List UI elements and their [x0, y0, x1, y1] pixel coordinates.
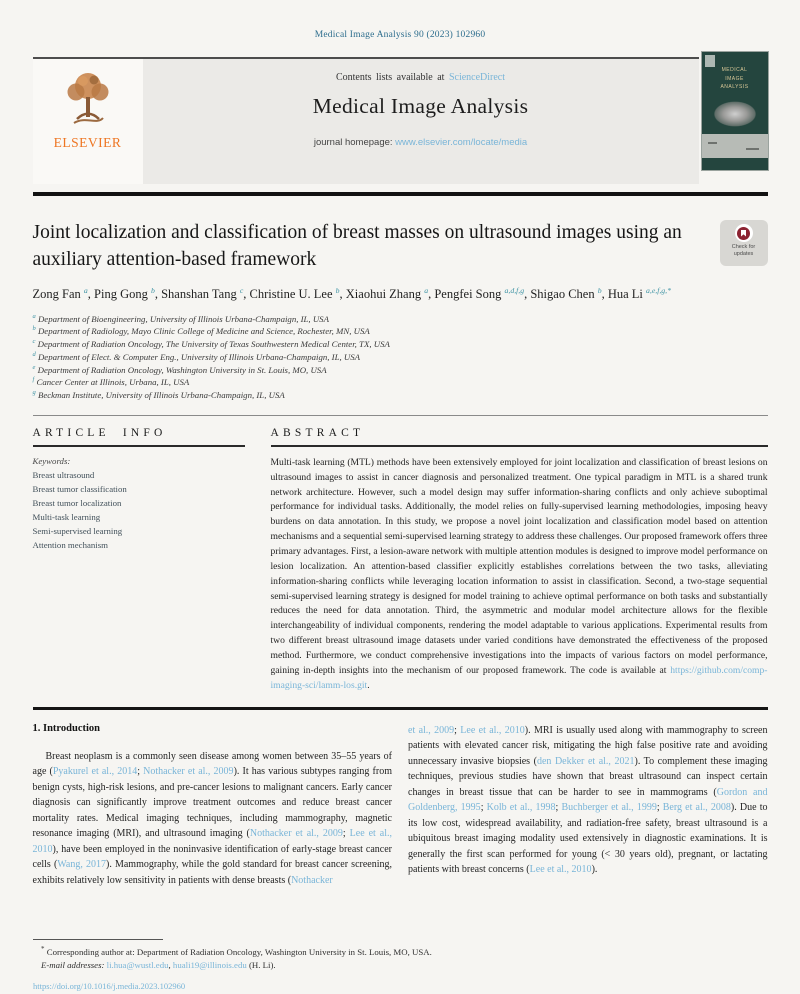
- elsevier-tree-icon: [57, 67, 119, 129]
- elsevier-wordmark: ELSEVIER: [53, 135, 122, 150]
- cover-band: [702, 134, 768, 158]
- contents-prefix: Contents lists available at: [335, 72, 449, 83]
- affiliation-sup: b: [32, 325, 36, 333]
- abstract-bottom-rule: [33, 707, 768, 710]
- affiliation-line: [33, 389, 768, 402]
- text-segment: .: [367, 679, 370, 691]
- footnote-marker: *: [41, 945, 45, 954]
- text-segment: Multi-task learning (MTL) methods have been extensively employed for joint localization and classification of breast lesions on ultrasound images to assist in cancer diagnosis and personalized treatment. One typical paradigm in MTL is a shared trunk network architecture. However, such a model design may suffer information-sharing conflicts and only achieve suboptimal performance for individual tasks. Additionally, the model relies on fully-supervised learning methodologies, imposing heavy burdens on data annotation. In this study, we propose a novel joint localization and classification model based on attention mechanisms and a sequential semi-supervised learning strategy to address these challenges. Our proposed framework offers three primary advantages. First, a lesion-aware network with multiple attention modules is designed to improve model performance on lesion localization. An attention-based classifier explicitly establishes correlations between the two tasks, alleviating information-sharing conflicts while leveraging location information to assist in classification. Second, a two-stage sequential semi-supervised learning strategy is designed for model training to achieve optimal performance on both tasks and substantially reduces the need for data annotation. Third, the asymmetric and modular model architecture allows for the flexible interchangeability of individual components, rendering the model adaptable to various applications. Experimental results from two different breast ultrasound image datasets under varied conditions have demonstrated the effectiveness of the proposed method. Furthermore, we conduct comprehensive investigations into the impacts of various factors on model performance, gaining in-depth insights into the mechanism of our proposed framework. The code is available at: [270, 456, 768, 676]
- text-segment: , Xiaohui Zhang: [339, 286, 425, 301]
- inline-link[interactable]: Berg et al., 2008: [662, 802, 731, 814]
- affiliation-line: [33, 364, 768, 377]
- superscript: a,e,f,g,*: [646, 285, 671, 295]
- inline-link[interactable]: Pyakurel et al., 2014: [52, 766, 138, 778]
- email-line: [33, 959, 768, 972]
- article-info-heading: ARTICLE INFO: [32, 426, 167, 439]
- body-column-right: [408, 721, 768, 889]
- inline-link[interactable]: Gordon and Goldenberg, 1995: [408, 786, 768, 814]
- corresponding-text: Corresponding author at: Department of Radiation Oncology, Washington University in St. Louis, MO, USA.: [44, 947, 432, 957]
- affiliation-sup: d: [32, 350, 36, 358]
- inline-link[interactable]: Nothacker: [291, 874, 333, 886]
- inline-link[interactable]: Nothacker et al., 2009: [143, 766, 234, 778]
- check-for-updates-label: Check for updates: [731, 244, 756, 258]
- cover-publisher-mark-icon: [705, 55, 715, 67]
- abstract-text: [271, 456, 768, 694]
- superscript: c: [239, 285, 244, 295]
- article-info-heading-rule: [33, 445, 245, 447]
- affiliation-sup: c: [32, 338, 36, 346]
- text-segment: ;: [454, 724, 461, 736]
- superscript: a: [424, 285, 429, 295]
- affiliation-sup: g: [32, 389, 36, 397]
- keyword-item: Breast tumor localization: [32, 497, 122, 508]
- text-segment: ). To complement these imaging techniques, previous studies have shown that breast ultrasound can inspect certain changes in breast tissue that can be harder to see in mammograms (: [408, 755, 768, 798]
- text-segment: ). MRI is usually used along with mammography to screen patients with elevated cancer risk, mitigating the high false positive rate and avoiding unnecessary invasive biopsies (: [408, 724, 768, 767]
- inline-link[interactable]: den Dekker et al., 2021: [536, 755, 635, 767]
- text-segment: ). Due to its low cost, widespread availability, and radiation-free safety, breast ultrasound is a ubiquitous breast imaging modality used extensively in diagnostic examinations. It is generally the first scan performed for young (< 30 years old), pregnant, or lactating patients with breast concerns (: [408, 802, 768, 876]
- check-for-updates-icon: [735, 224, 753, 242]
- text-segment: , Shanshan Tang: [154, 286, 240, 301]
- text-segment: ;: [555, 802, 562, 814]
- cover-brain-image: [703, 94, 767, 134]
- footnote-rule: [33, 939, 163, 940]
- inline-link[interactable]: huali19@illinois.edu: [172, 960, 247, 971]
- affiliation-text: Department of Bioengineering, University of Illinois Urbana-Champaign, IL, USA: [37, 313, 329, 324]
- abstract-heading-rule: [271, 445, 768, 447]
- contents-line: [143, 72, 699, 83]
- affiliation-sup: a: [32, 312, 36, 320]
- superscript: b: [335, 285, 340, 295]
- journal-homepage-link[interactable]: www.elsevier.com/locate/media: [395, 137, 528, 148]
- text-segment: ,: [168, 960, 173, 971]
- text-segment: , Christine U. Lee: [243, 286, 336, 301]
- text-segment: ;: [342, 828, 350, 840]
- intro-paragraph-left: [33, 749, 393, 889]
- inline-link[interactable]: Nothacker et al., 2009: [249, 828, 343, 840]
- cover-title: MEDICAL IMAGE ANALYSIS: [720, 67, 749, 90]
- journal-citation: Medical Image Analysis 90 (2023) 102960: [314, 30, 486, 40]
- text-segment: ). It has various subtypes ranging from benign cysts, high-risk lesions, and pre-cancer lesions to malignant cancers. Early cancer diagnosis can significantly improve treatment outcomes and reduce breast cancer mortality rates. Medical imaging techniques, including mammography, magnetic resonance imaging (MRI), and ultrasound imaging (: [32, 766, 392, 840]
- inline-link[interactable]: Lee et al., 2010: [529, 864, 592, 876]
- text-segment: , Ping Gong: [87, 286, 151, 301]
- author-line: [33, 285, 713, 304]
- text-segment: ), have been employed in the noninvasive identification of early-stage breast cancer cells (: [32, 843, 392, 871]
- affiliation-text: Department of Radiology, Mayo Clinic College of Medicine and Science, Rochester, MN, USA: [37, 326, 370, 337]
- affiliation-line: [33, 338, 768, 351]
- keyword-item: Attention mechanism: [32, 540, 108, 551]
- journal-title: Medical Image Analysis: [312, 94, 529, 118]
- inline-link[interactable]: Lee et al., 2010: [460, 724, 525, 736]
- superscript: a: [83, 285, 88, 295]
- keyword-item: Multi-task learning: [32, 512, 101, 522]
- text-segment: Breast neoplasm is a commonly seen disease among women between 35–55 years of age (: [32, 750, 392, 778]
- affiliation-sup: f: [32, 376, 35, 384]
- text-segment: , Shigao Chen: [524, 286, 598, 301]
- inline-link[interactable]: Wang, 2017: [57, 859, 106, 871]
- affiliation-text: Department of Elect. & Computer Eng., University of Illinois Urbana-Champaign, IL, USA: [37, 351, 360, 362]
- inline-link[interactable]: https://github.com/comp-imaging-sci/lamm-los.git: [270, 664, 768, 691]
- masthead-bottom-rule: [33, 192, 768, 196]
- affiliation-line: [33, 313, 768, 326]
- corresponding-author-note: [33, 946, 768, 959]
- intro-paragraph-right: [408, 723, 768, 878]
- elsevier-logo: [33, 59, 143, 184]
- affiliation-line: [33, 351, 768, 364]
- affiliation-line: [33, 325, 768, 338]
- section-heading: 1. Introduction: [32, 722, 100, 734]
- doi-link[interactable]: https://doi.org/10.1016/j.media.2023.102960: [33, 981, 186, 992]
- email-label: E-mail addresses:: [41, 960, 105, 971]
- email-links: [104, 960, 275, 970]
- keyword-item: Semi-supervised learning: [32, 526, 123, 537]
- article-info-top-rule: [33, 415, 768, 416]
- text-segment: ). Mammography, while the gold standard for breast cancer screening, exhibits relatively low sensitivity in patients with dense breasts (: [32, 859, 392, 886]
- affiliation-text: Department of Radiation Oncology, Washington University in St. Louis, MO, USA: [37, 364, 327, 375]
- affiliation-line: [33, 376, 768, 389]
- homepage-line: [143, 137, 699, 148]
- affiliation-text: Beckman Institute, University of Illinois Urbana-Champaign, IL, USA: [37, 390, 285, 401]
- footnote-block: [33, 939, 768, 991]
- text-segment: (H. Li).: [246, 960, 276, 971]
- keyword-item: Breast ultrasound: [32, 469, 95, 480]
- abstract-heading: ABSTRACT: [270, 426, 365, 439]
- article-info-column: [33, 427, 245, 694]
- inline-link[interactable]: Buchberger et al., 1999: [561, 802, 657, 814]
- text-segment: , Hua Li: [601, 286, 647, 301]
- affiliation-sup: e: [32, 363, 36, 371]
- text-segment: ;: [480, 802, 487, 814]
- text-segment: , Pengfei Song: [428, 286, 505, 301]
- journal-cover-thumbnail: [702, 52, 768, 170]
- affiliation-list: [33, 313, 768, 402]
- masthead-center: [143, 59, 699, 184]
- inline-link[interactable]: Lee et al., 2010: [32, 828, 392, 855]
- inline-link[interactable]: et al., 2009: [408, 724, 455, 736]
- article-title: Joint localization and classification of breast masses on ultrasound images using an auxiliary attention-based framework: [32, 222, 682, 270]
- superscript: b: [597, 285, 602, 295]
- masthead: [33, 57, 768, 184]
- inline-link[interactable]: li.hua@wustl.edu: [106, 960, 169, 971]
- affiliation-text: Department of Radiation Oncology, The University of Texas Southwestern Medical Center, TX, USA: [37, 339, 390, 350]
- inline-link[interactable]: Kolb et al., 1998: [486, 802, 556, 814]
- superscript: b: [150, 285, 155, 295]
- homepage-prefix: journal homepage:: [313, 137, 396, 148]
- check-for-updates-badge[interactable]: [720, 220, 768, 266]
- affiliation-text: Cancer Center at Illinois, Urbana, IL, USA: [36, 377, 190, 388]
- keyword-item: Breast tumor classification: [32, 483, 127, 494]
- keywords-label: Keywords:: [32, 455, 71, 466]
- text-segment: ;: [656, 802, 663, 814]
- text-segment: ;: [137, 766, 144, 778]
- body-column-left: [33, 721, 393, 889]
- superscript: a,d,f,g: [504, 285, 525, 295]
- text-segment: ).: [591, 864, 598, 876]
- text-segment: Zong Fan: [32, 286, 84, 301]
- sciencedirect-link[interactable]: ScienceDirect: [448, 72, 506, 83]
- abstract-column: [271, 427, 768, 694]
